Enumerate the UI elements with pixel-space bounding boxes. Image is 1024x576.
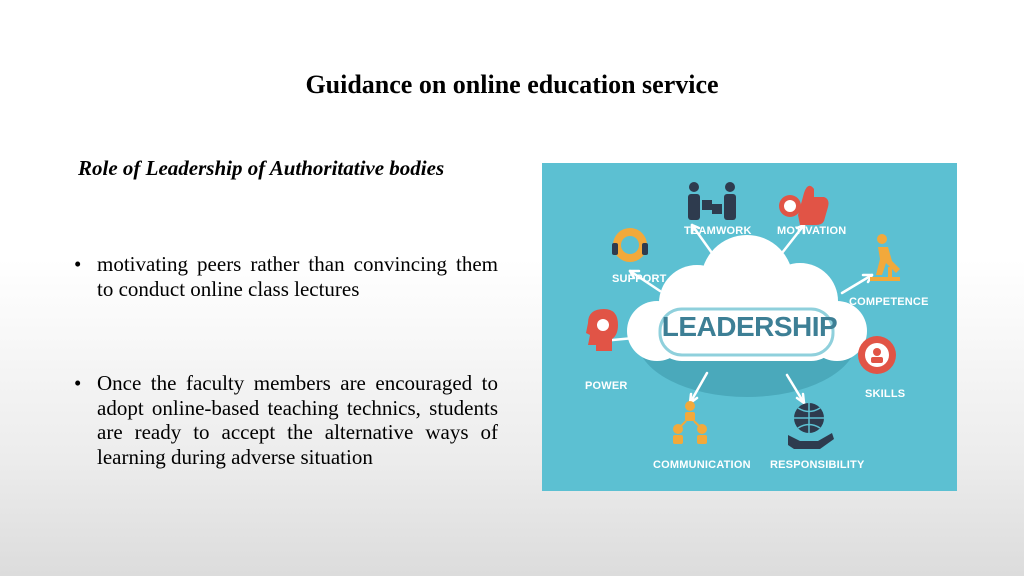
- bullet-text: motivating peers rather than convincing them to conduct online class lectures: [97, 252, 498, 301]
- label-competence: COMPETENCE: [849, 296, 929, 308]
- leadership-title: LEADERSHIP: [661, 311, 838, 342]
- communication-icon: [673, 401, 707, 444]
- slide-title: Guidance on online education service: [305, 70, 719, 99]
- label-support: SUPPORT: [612, 273, 667, 285]
- motivation-icon: [779, 186, 829, 225]
- label-power: POWER: [585, 380, 628, 392]
- bullet-marker: •: [74, 371, 82, 395]
- competence-icon: [870, 234, 900, 281]
- subheading: Role of Leadership of Authoritative bodies: [78, 156, 445, 180]
- bullet-item: [74, 371, 498, 469]
- teamwork-icon: [688, 182, 736, 220]
- leadership-illustration: [542, 163, 957, 491]
- globe-hand-icon: [788, 403, 834, 449]
- bullet-marker: •: [74, 252, 82, 276]
- label-skills: SKILLS: [865, 388, 906, 400]
- label-teamwork: TEAMWORK: [684, 225, 752, 237]
- headset-icon: [612, 228, 648, 262]
- label-communication: COMMUNICATION: [653, 459, 751, 471]
- label-responsibility: RESPONSIBILITY: [770, 459, 865, 471]
- bullet-text: Once the faculty members are encouraged to adopt online-based teaching technics, students are ready to accept the alternative ways of learning during adverse situation: [97, 371, 498, 469]
- bullet-item: [74, 252, 498, 301]
- label-motivation: MOTIVATION: [777, 225, 847, 237]
